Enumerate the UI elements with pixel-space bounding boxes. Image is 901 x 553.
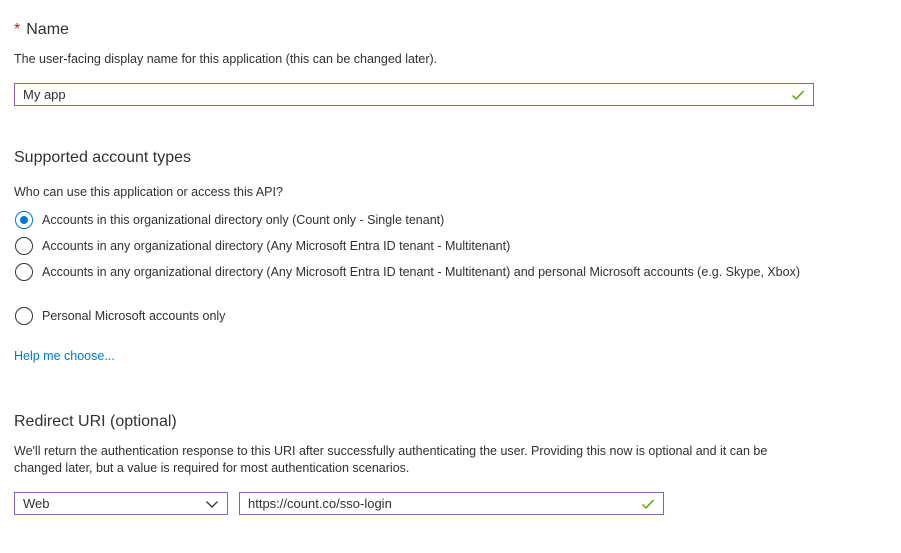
account-option-label: Accounts in any organizational directory (Any Microsoft Entra ID tenant - Multitenant) and personal Microsoft accounts (e.g. Skype, Xbox) [42, 265, 800, 279]
chevron-down-icon [205, 497, 219, 511]
account-option-multitenant-personal[interactable] [15, 263, 802, 281]
required-marker: * [14, 21, 21, 38]
name-description: The user-facing display name for this application (this can be changed later). [14, 52, 438, 66]
redirect-uri-input[interactable] [239, 492, 664, 515]
account-option-multitenant[interactable] [15, 237, 802, 255]
redirect-uri-description: We'll return the authentication response to this URI after successfully authenticating the user. Providing this now is optional and it can be changed later, but a value is required for most authentication scenarios. [14, 444, 768, 475]
radio-button[interactable] [15, 237, 33, 255]
account-option-label: Personal Microsoft accounts only [42, 309, 226, 323]
account-option-label: Accounts in this organizational directory only (Count only - Single tenant) [42, 213, 445, 227]
account-option-label: Accounts in any organizational directory (Any Microsoft Entra ID tenant - Multitenant) [42, 239, 511, 253]
account-option-personal-only[interactable] [15, 307, 802, 325]
radio-button-selected[interactable] [15, 211, 33, 229]
account-types-title: Supported account types [14, 149, 192, 166]
checkmark-icon [641, 497, 655, 511]
redirect-uri-title: Redirect URI (optional) [14, 413, 177, 430]
radio-button[interactable] [15, 307, 33, 325]
name-title: Name [26, 21, 69, 38]
name-input[interactable] [14, 83, 814, 106]
name-section-title [14, 21, 69, 39]
name-input-value: My app [23, 87, 66, 102]
help-me-choose-link[interactable]: Help me choose... [14, 349, 115, 363]
platform-select-value: Web [23, 496, 50, 511]
redirect-uri-value: https://count.co/sso-login [248, 496, 392, 511]
platform-select[interactable] [14, 492, 228, 515]
radio-button[interactable] [15, 263, 33, 281]
account-option-single-tenant[interactable] [15, 211, 802, 229]
account-types-question: Who can use this application or access this API? [14, 185, 283, 199]
checkmark-icon [791, 88, 805, 102]
